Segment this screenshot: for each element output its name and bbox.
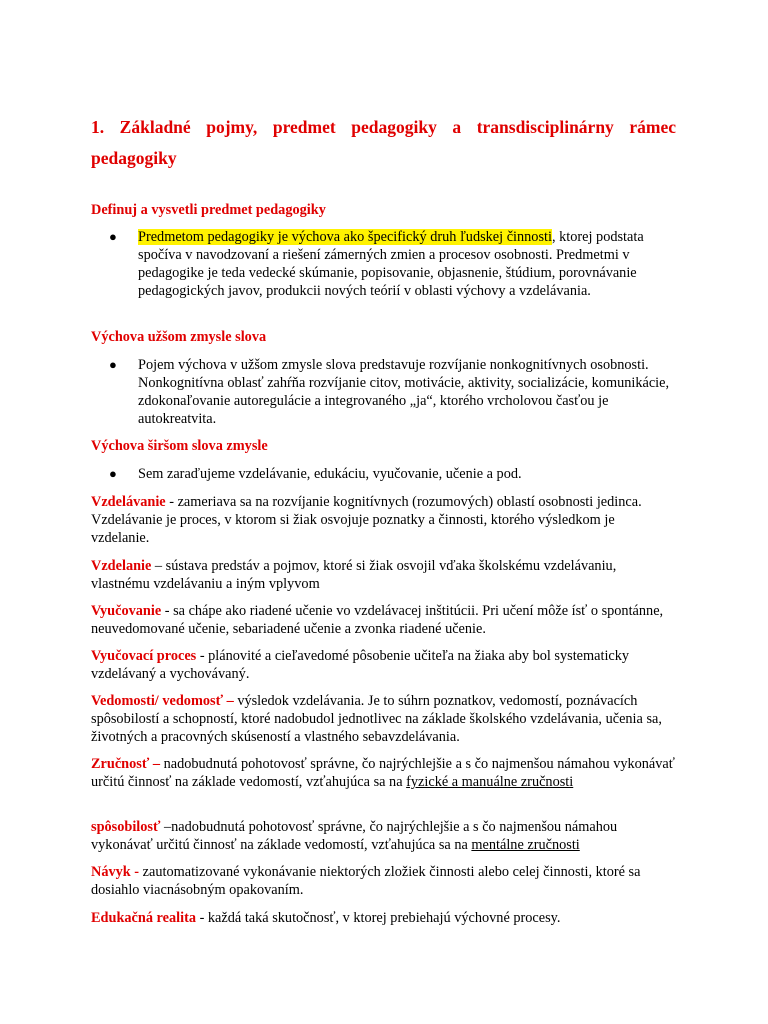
bullet-text: Sem zaraďujeme vzdelávanie, edukáciu, vyučovanie, učenie a pod. [138, 466, 522, 482]
definition-vzdelanie [91, 557, 676, 593]
definition-term: Zručnosť – [91, 756, 161, 772]
definition-term: Edukačná realita [91, 910, 196, 926]
definition-zrucnost [91, 755, 676, 791]
definition-text: – sústava predstáv a pojmov, ktoré si žiak osvojil vďaka školskému vzdelávaniu, vlastnému vzdelávaniu a iným vplyvom [91, 558, 617, 592]
definition-text: - plánovité a cieľavedomé pôsobenie učiteľa na žiaka aby bol systematicky vzdelávaný a vychovávaný. [91, 648, 630, 682]
bullet-sirsi [109, 465, 678, 483]
definition-term: Vzdelanie [91, 558, 152, 574]
section-title-sirsi: Výchova širšom slova zmysle [91, 438, 268, 454]
definition-text: výsledok vzdelávania. Je to súhrn poznatkov, vedomostí, poznávacích spôsobilostí a schopností, ktoré nadobudol jednotlivec na základe školského vzdelávania, učenia sa, životných a pracovných skúseností a vlastného sebavzdelávania. [91, 693, 662, 745]
bullet-predmet [109, 228, 678, 300]
definition-term: Vedomosti/ vedomosť – [91, 693, 234, 709]
section-title-uzsi: Výchova užšom zmysle slova [91, 329, 267, 345]
bullet-text: , ktorej podstata spočíva v navodzovaní a riešení zámerných zmien a procesov osobnosti. Predmetmi v pedagogike je teda vedecké skúmanie, popisovanie, objasnenie, štúdium, porovnávanie pedagogických javov, produkcii nových teórií v oblasti výchovy a vzdelávania. [138, 229, 644, 299]
definition-vedomosti [91, 692, 676, 746]
bullet-dot-icon: ● [109, 466, 117, 481]
bullet-dot-icon: ● [109, 357, 117, 372]
definition-vzdelavanie [91, 493, 676, 547]
definition-text: - zameriava sa na rozvíjanie kognitívnych (rozumových) oblastí osobnosti jedinca. Vzdelávanie je proces, v ktorom si žiak osvojuje poznatky a činnosti, ktorého výsledkom je vzdelanie. [91, 494, 642, 546]
definition-text: zautomatizované vykonávanie niektorých zložiek činnosti alebo celej činnosti, ktoré sa dosiahlo viacnásobným opakovaním. [91, 864, 641, 898]
definition-edukacna-realita [91, 909, 676, 927]
definition-term: Vyučovanie [91, 603, 162, 619]
underlined-text: mentálne zručnosti [471, 837, 580, 853]
underlined-text: fyzické a manuálne zručnosti [406, 774, 574, 790]
definition-term: Vyučovací proces [91, 648, 197, 664]
definition-text: - každá taká skutočnosť, v ktorej prebiehajú výchovné procesy. [196, 910, 561, 926]
highlighted-text: Predmetom pedagogiky je výchova ako špecifický druh ľudskej činnosti [138, 229, 552, 245]
definition-vyucovaci-proces [91, 647, 676, 683]
definition-sposobilost [91, 818, 676, 854]
definition-term: Návyk - [91, 864, 140, 880]
definition-term: Vzdelávanie [91, 494, 166, 510]
bullet-dot-icon: ● [109, 229, 117, 244]
definition-text: nadobudnutá pohotovosť správne, čo najrýchlejšie a s čo najmenšou námahou vykonávať určitú činnosť na základe vedomostí, vzťahujúca sa na [91, 756, 675, 790]
bullet-uzsi [109, 356, 678, 428]
bullet-text: Pojem výchova v užšom zmysle slova predstavuje rozvíjanie nonkognitívnych osobnosti. Nonkognitívna oblasť zahŕňa rozvíjanie citov, motivácie, aktivity, socializácie, komunikácie, zdokonaľovanie autoregulácie a integrovaného „ja“, ktorého vrcholovou časťou je autokreatvita. [138, 357, 670, 427]
definition-term: spôsobilosť [91, 819, 161, 835]
definition-vyucovanie [91, 602, 676, 638]
definition-text: - sa chápe ako riadené učenie vo vzdelávacej inštitúcii. Pri učení môže ísť o spontánne, neuvedomované učenie, sebariadené učenie a zvonka riadené učenie. [91, 603, 664, 637]
chapter-heading: 1. Základné pojmy, predmet pedagogiky a transdisciplinárny rámec pedagogiky [91, 117, 676, 168]
definition-navyk [91, 863, 676, 899]
section-title-predmet: Definuj a vysvetli predmet pedagogiky [91, 202, 326, 218]
definition-text: –nadobudnutá pohotovosť správne, čo najrýchlejšie a s čo najmenšou námahou vykonávať určitú činnosť na základe vedomostí, vzťahujúca sa na [91, 819, 618, 853]
